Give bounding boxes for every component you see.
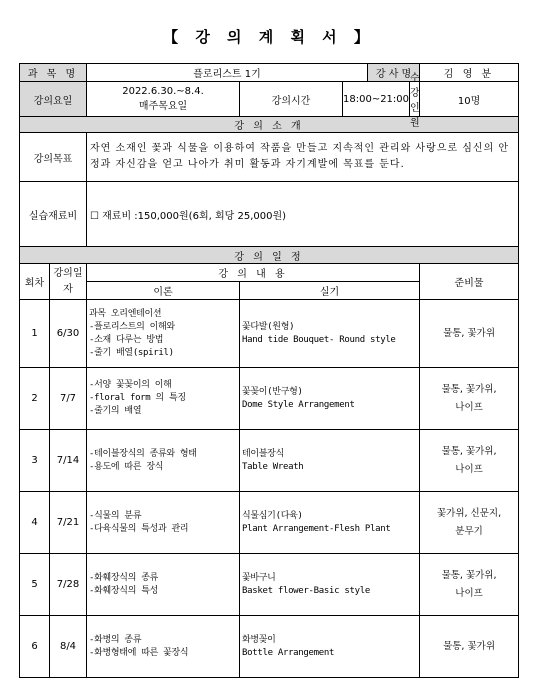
prep-cell xyxy=(420,554,519,616)
theory-line: -소재 다루는 방법 xyxy=(89,334,164,345)
theory-cell xyxy=(87,554,240,616)
schedule-row xyxy=(20,300,519,368)
theory-line: -화훼장식의 특성 xyxy=(89,585,158,596)
practice-cell xyxy=(240,492,420,554)
session-date: 7/28 xyxy=(50,554,87,616)
practice-line: 테이블장식 xyxy=(242,448,284,459)
prep-line: 나이프 xyxy=(455,401,483,413)
session-date: 8/4 xyxy=(50,616,87,678)
session-number: 2 xyxy=(20,368,50,430)
practice-line: Basket flower-Basic style xyxy=(242,585,370,596)
prep-cell xyxy=(420,616,519,678)
schedule-row xyxy=(20,492,519,554)
prep-line: 물통, 꽃가위, xyxy=(441,569,497,581)
goal-label: 강의목표 xyxy=(20,133,87,182)
practice-line: 화병꽂이 xyxy=(242,634,276,645)
theory-line: -서양 꽃꽂이의 이해 xyxy=(89,380,172,390)
theory-line: -테이블장식의 종류와 형태 xyxy=(89,448,197,459)
session-number: 1 xyxy=(20,300,50,368)
schedule-row xyxy=(20,368,519,430)
day-range: 2022.6.30.~8.4. xyxy=(122,86,204,97)
practice-line: Table Wreath xyxy=(242,461,304,472)
theory-cell xyxy=(87,430,240,492)
col-content: 강 의 내 용 xyxy=(87,264,420,282)
theory-line: -화병의 종류 xyxy=(89,634,142,645)
day-label: 강의요일 xyxy=(20,82,87,117)
col-theory: 이론 xyxy=(87,282,240,300)
subject-value: 플로리스트 1기 xyxy=(87,64,368,82)
material-label: 실습재료비 xyxy=(20,182,87,247)
prep-cell xyxy=(420,492,519,554)
prep-line: 물통, 꽃가위, xyxy=(441,445,497,457)
practice-line: 식물심기(다육) xyxy=(242,510,303,521)
practice-cell xyxy=(240,368,420,430)
subject-label: 과 목 명 xyxy=(20,64,87,82)
theory-line: -줄기 배열(spiril) xyxy=(89,347,174,358)
theory-cell xyxy=(87,492,240,554)
intro-header: 강 의 소 개 xyxy=(20,117,519,133)
prep-cell xyxy=(420,430,519,492)
lecture-plan-table xyxy=(19,63,519,678)
session-date: 7/7 xyxy=(50,368,87,430)
session-number: 6 xyxy=(20,616,50,678)
theory-line: -화훼장식의 종류 xyxy=(89,572,158,583)
time-value xyxy=(343,82,420,117)
prep-line: 물통, 꽃가위 xyxy=(443,327,496,339)
goal-text: 자연 소재인 꽃과 식물을 이용하여 작품을 만들고 지속적인 관리와 사랑으로 심신의 안정과 자신감을 얻고 나아가 취미 활동과 자기계발에 목표를 둔다. xyxy=(87,133,519,182)
practice-line: 꽃다발(원형) xyxy=(242,321,295,332)
prep-cell xyxy=(420,368,519,430)
theory-line: -식물의 분류 xyxy=(89,510,142,521)
theory-line: -줄기의 배열 xyxy=(89,406,142,416)
practice-cell xyxy=(240,616,420,678)
schedule-row xyxy=(20,616,519,678)
prep-line: 꽃가위, 신문지, xyxy=(436,507,502,519)
prep-line: 나이프 xyxy=(455,463,483,475)
practice-cell xyxy=(240,430,420,492)
session-date: 7/21 xyxy=(50,492,87,554)
practice-line: Hand tide Bouquet- Round style xyxy=(242,334,396,345)
day-value xyxy=(87,82,240,117)
theory-cell xyxy=(87,300,240,368)
session-date: 7/14 xyxy=(50,430,87,492)
schedule-row xyxy=(20,430,519,492)
practice-cell xyxy=(240,554,420,616)
practice-line: 꽃꽂이(반구형) xyxy=(242,386,303,397)
theory-line: -floral form 의 특징 xyxy=(89,393,186,403)
theory-cell xyxy=(87,368,240,430)
practice-line: 꽃바구니 xyxy=(242,572,276,583)
day-weekday: 매주목요일 xyxy=(138,101,188,112)
practice-line: Dome Style Arrangement xyxy=(242,399,355,410)
time-label: 강의시간 xyxy=(240,82,343,117)
time-text: 18:00~21:00 xyxy=(343,82,410,116)
instructor-label: 강 사 명 xyxy=(368,64,420,82)
capacity-value: 10명 xyxy=(420,82,519,117)
schedule-header: 강 의 일 정 xyxy=(20,247,519,264)
session-date: 6/30 xyxy=(50,300,87,368)
theory-line: -플로리스트의 이해와 xyxy=(89,321,175,332)
theory-cell xyxy=(87,616,240,678)
instructor-value: 김 영 분 xyxy=(420,64,519,82)
capacity-label: 강인 xyxy=(410,88,420,114)
session-number: 5 xyxy=(20,554,50,616)
theory-line: -용도에 따른 장식 xyxy=(89,461,164,472)
material-value: ☐ 재료비 :150,000원(6회, 회당 25,000원) xyxy=(87,182,519,247)
session-number: 3 xyxy=(20,430,50,492)
prep-line: 물통, 꽃가위, xyxy=(441,383,497,395)
document-title: 【 강 의 계 획 서 】 xyxy=(163,28,375,46)
col-practice: 실기 xyxy=(240,282,420,300)
col-prep: 준비물 xyxy=(420,264,519,300)
practice-cell xyxy=(240,300,420,368)
theory-line: -화병형태에 따른 꽃장식 xyxy=(89,647,189,658)
practice-line: Bottle Arrangement xyxy=(242,647,335,658)
theory-line: -다육식물의 특성과 관리 xyxy=(89,523,189,534)
prep-cell xyxy=(420,300,519,368)
practice-line: Plant Arrangement-Flesh Plant xyxy=(242,523,391,534)
prep-line: 분무기 xyxy=(455,525,483,537)
prep-line: 나이프 xyxy=(455,587,483,599)
col-date: 강의일자 xyxy=(50,264,87,300)
col-session: 회차 xyxy=(20,264,50,300)
schedule-row xyxy=(20,554,519,616)
prep-line: 물통, 꽃가위 xyxy=(443,640,496,652)
session-number: 4 xyxy=(20,492,50,554)
theory-line: 과목 오리엔테이션 xyxy=(89,308,162,319)
